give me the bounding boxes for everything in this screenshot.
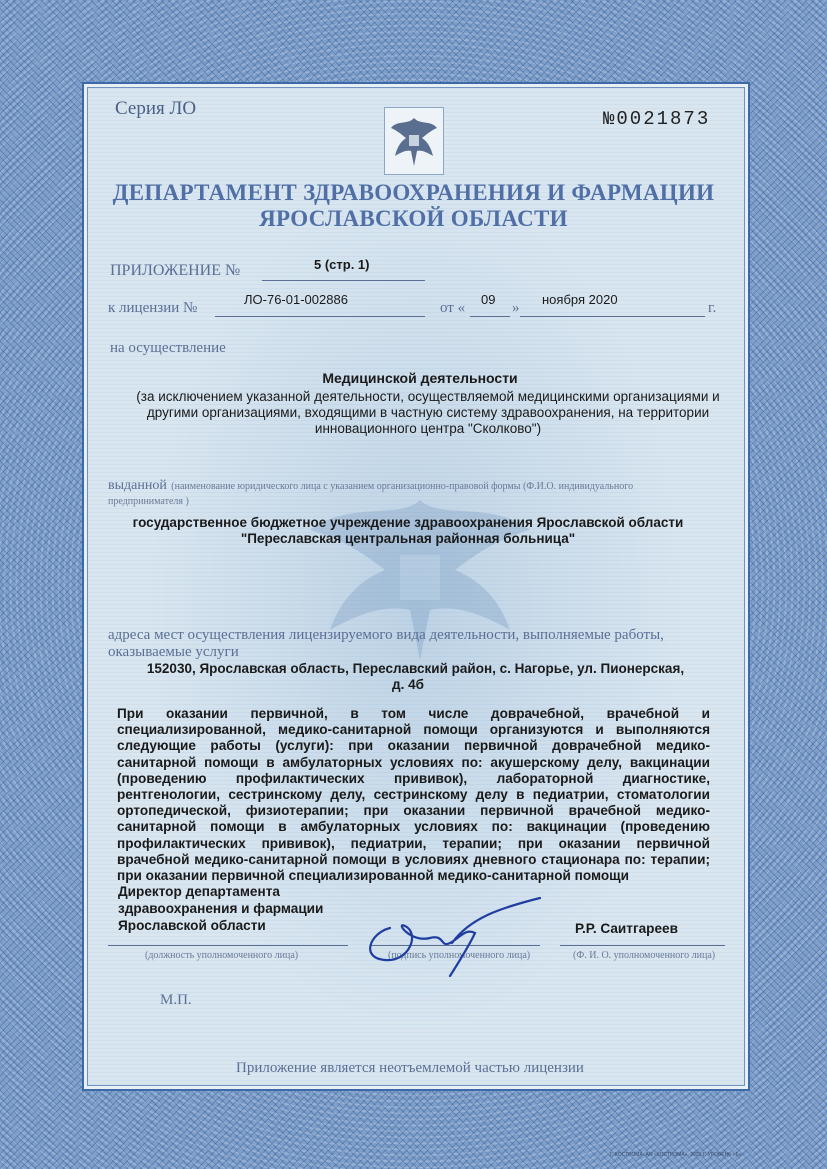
caption-name: (Ф. И. О. уполномоченного лица): [573, 950, 716, 961]
footer-note: Приложение является неотъемлемой частью лицензии: [236, 1060, 584, 1076]
position-underline: [108, 945, 348, 946]
address-line2: д. 4б: [392, 677, 424, 692]
appendix-label: ПРИЛОЖЕНИЕ №: [110, 262, 241, 279]
signer-name: Р.Р. Саитгареев: [575, 921, 678, 936]
activity-note: (за исключением указанной деятельности, осуществляемой медицинскими организациями и другими организациями, входящими в частную систему здравоохранения, на территории инновационного центра "Сколково"): [136, 389, 720, 436]
signer-position-line1: Директор департамента: [118, 884, 280, 899]
issued-label: выданной: [108, 478, 167, 493]
organization-line2: "Переславская центральная районная больница": [240, 531, 576, 546]
handwritten-signature-icon: [350, 888, 550, 978]
services-text: При оказании первичной, в том числе доврачебной, врачебной и специализированной, медико-санитарной помощи организуются и выполняются следующие работы (услуги): при оказании первичной доврачебной медико-санитарной помощи в амбулаторных условиях по: акушерскому делу, вакцинации (проведению профилактических прививок), лабораторной диагностике, рентгенологии, сестринскому делу, сестринскому делу в педиатрии, стоматологии ортопедической, физиотерапии; при оказании первичной врачебной медико-санитарной помощи в амбулаторных условиях по: вакцинации (проведению профилактических прививок), педиатрии, терапии; при оказании первичной врачебной медико-санитарной помощи в условиях дневного стационара по: терапии; при оказании первичной специализированной медико-санитарной помощи: [117, 706, 710, 884]
license-underline: [215, 316, 425, 317]
date-close-quote: »: [512, 300, 520, 316]
stamp-place: М.П.: [160, 992, 192, 1008]
activity-label: на осуществление: [110, 340, 226, 356]
appendix-number: 5 (стр. 1): [314, 257, 370, 272]
appendix-underline: [262, 280, 425, 281]
license-label: к лицензии №: [108, 300, 198, 316]
coat-of-arms-icon: [384, 107, 444, 175]
signer-position: [118, 883, 323, 934]
license-number: ЛО-76-01-002886: [244, 292, 348, 307]
series-label: Серия ЛО: [115, 98, 197, 119]
license-month-year: ноября 2020: [542, 292, 618, 307]
year-suffix: г.: [708, 300, 717, 316]
department-title-line2: ЯРОСЛАВСКОЙ ОБЛАСТИ: [259, 206, 568, 231]
address-label: адреса мест осуществления лицензируемого вида деятельности, выполняемые работы, оказываемые услуги: [108, 627, 664, 660]
name-underline: [560, 945, 725, 946]
issued-hint: (наименование юридического лица с указанием организационно-правовой формы (Ф.И.О. индивидуального предпринимателя ): [108, 481, 634, 507]
day-underline: [470, 316, 510, 317]
printer-imprint: Г. КОСТРОМА. АО «КОСТРОМА», 2020 Г. УРОВЕНЬ «Б»: [610, 1152, 742, 1158]
date-from-label: от «: [440, 300, 466, 316]
department-title-line1: ДЕПАРТАМЕНТ ЗДРАВООХРАНЕНИЯ И ФАРМАЦИИ: [112, 180, 715, 205]
caption-signature: (подпись уполномоченного лица): [388, 950, 531, 961]
signer-position-line3: Ярославской области: [118, 918, 266, 933]
signer-position-line2: здравоохранения и фармации: [118, 901, 324, 916]
month-underline: [520, 316, 705, 317]
issued-block: [108, 478, 708, 508]
caption-position: (должность уполномоченного лица): [145, 950, 299, 961]
organization-line1: государственное бюджетное учреждение здравоохранения Ярославской области: [132, 515, 684, 530]
address-line1: 152030, Ярославская область, Переславский район, с. Нагорье, ул. Пионерская,: [146, 661, 685, 676]
license-day: 09: [481, 292, 496, 307]
activity-title: Медицинской деятельности: [322, 370, 518, 386]
form-number: №0021873: [603, 108, 711, 130]
